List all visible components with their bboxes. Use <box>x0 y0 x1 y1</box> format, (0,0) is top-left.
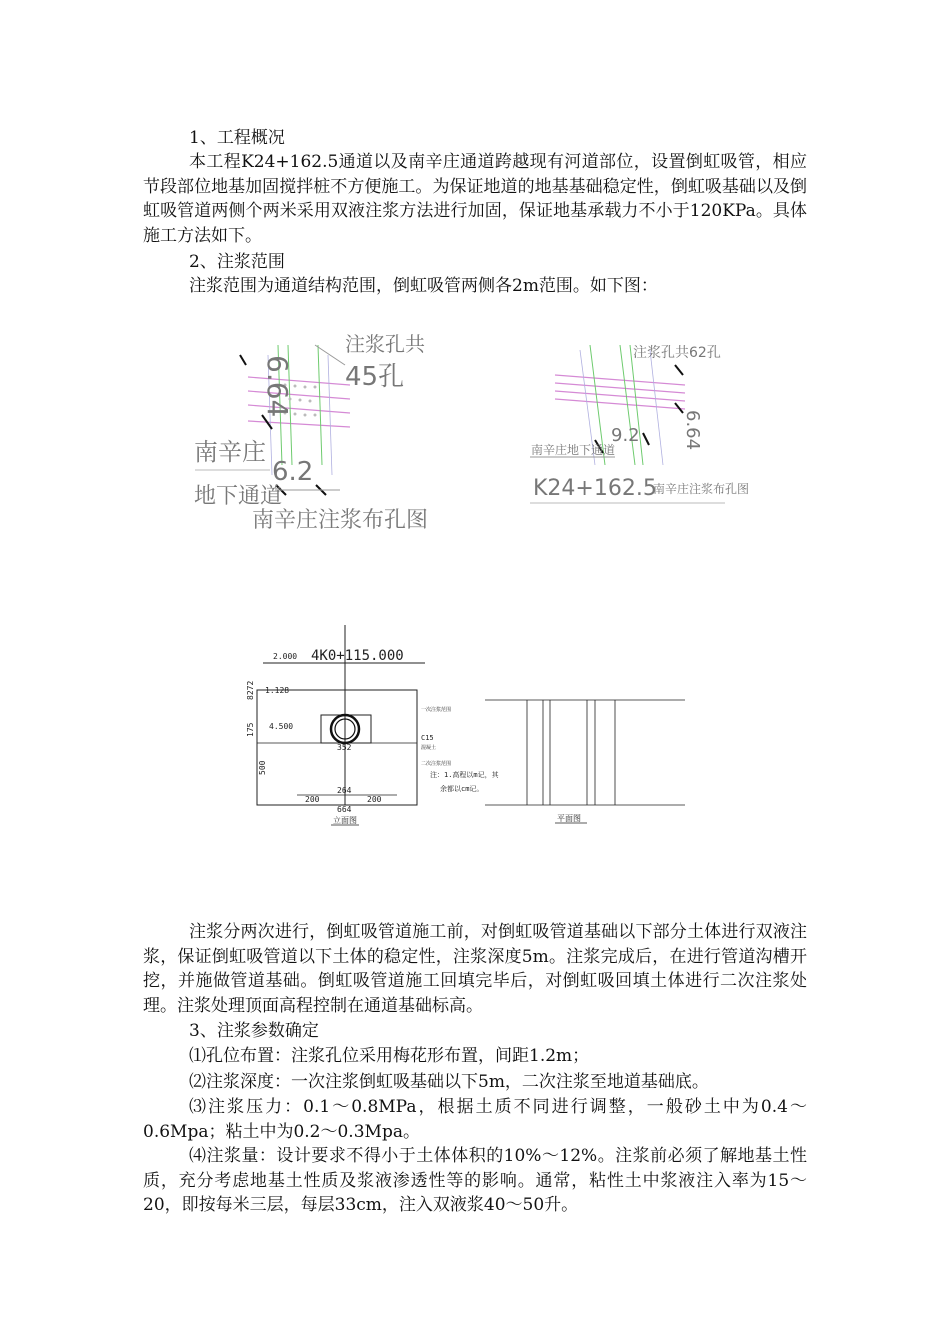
section-elev-mid: 1.128 <box>265 686 290 695</box>
section-dim-total: 664 <box>337 805 352 814</box>
section-label-right-3: 二次注浆范围 <box>421 761 452 767</box>
section-label-right-2: 混凝土 <box>421 745 437 751</box>
right-label-holes: 注浆孔共62孔 <box>633 345 721 361</box>
section3-item-2: ⑵注浆深度：一次注浆倒虹吸基础以下5m，二次注浆至地道基础底。 <box>189 1072 709 1092</box>
section-dim-bottom-b: 264 <box>337 786 352 795</box>
section-note-1: 注：1.高程以m记，其 <box>430 771 499 779</box>
section3-item-4: ⑷注浆量：设计要求不得小于土体体积的10%～12%。注浆前必须了解地基土性质，充分考虑地基土性质及浆液渗透性等的影响。通常，粘性土中浆液注入率为15～20，即按每米三层，每层33cm，注入双液浆40～50升。 <box>143 1146 807 1215</box>
section-title: 4K0+115.000 <box>311 648 404 664</box>
section-caption-elevation: 立面图 <box>333 816 357 825</box>
section-caption-plan: 平面图 <box>557 814 581 823</box>
right-caption-a: K24+162.5 <box>533 476 657 501</box>
left-label-holes-1: 注浆孔共 <box>345 332 425 356</box>
figure-left-hole-layout <box>190 325 429 540</box>
right-dim-mid: 9.2 <box>611 425 640 446</box>
section-label-concrete: C15 <box>421 734 434 742</box>
section-elev-left: 4.500 <box>269 722 294 731</box>
section2-heading: 2、注浆范围 <box>189 252 285 272</box>
right-caption-b: 南辛庄注浆布孔图 <box>653 482 750 496</box>
left-label-holes-2: 45孔 <box>345 362 405 392</box>
right-dim-side: 6.64 <box>682 410 703 451</box>
section-note-2: 余都以cm记。 <box>440 785 484 793</box>
figure-right-hole-layout <box>525 335 750 510</box>
figure-section-drawing <box>245 625 685 830</box>
left-dim-side: 6.64 <box>261 355 294 418</box>
section3-item-1: ⑴孔位布置：注浆孔位采用梅花形布置，间距1.2m； <box>189 1046 590 1066</box>
section3-item-3: ⑶注浆压力：0.1～0.8MPa，根据土质不同进行调整，一般砂土中为0.4～0.6Mpa；粘土中为0.2～0.3Mpa。 <box>143 1097 807 1142</box>
section-dim-side-b: 175 <box>246 722 255 737</box>
section-label-right-1: 一次注浆范围 <box>421 707 452 713</box>
section-dim-side-a: 8272 <box>246 680 255 700</box>
left-dim-bottom: 6.2 <box>272 457 314 487</box>
left-caption: 南辛庄注浆布孔图 <box>252 508 429 533</box>
section3-heading: 3、注浆参数确定 <box>189 1021 319 1041</box>
right-label-place: 南辛庄地下通道 <box>531 443 616 457</box>
left-label-place-2: 地下通道 <box>194 484 283 509</box>
section1-heading: 1、工程概况 <box>189 128 285 148</box>
section2-body: 注浆分两次进行，倒虹吸管道施工前，对倒虹吸管道基础以下部分土体进行双液注浆，保证倒虹吸管道以下土体的稳定性，注浆深度5m。注浆完成后，在进行管道沟槽开挖，并施做管道基础。倒虹吸管道施工回填完毕后，对倒虹吸回填土体进行二次注浆处理。注浆处理顶面高程控制在通道基础标高。 <box>143 922 807 1016</box>
left-label-place-1: 南辛庄 <box>194 438 266 466</box>
section-dim-bottom-c: 200 <box>367 795 382 804</box>
section1-body: 本工程K24+162.5通道以及南辛庄通道跨越现有河道部位，设置倒虹吸管，相应节段部位地基加固搅拌桩不方便施工。为保证地道的地基基础稳定性，倒虹吸基础以及倒虹吸管道两侧个两米采用双液注浆方法进行加固，保证地基承载力不小于120KPa。具体施工方法如下。 <box>143 152 807 246</box>
section2-intro: 注浆范围为通道结构范围，倒虹吸管两侧各2m范围。如下图： <box>189 276 658 296</box>
section-dim-bottom-a: 200 <box>305 795 320 804</box>
section-elev-top: 2.000 <box>273 652 298 661</box>
section-dim-inner: 352 <box>337 743 352 752</box>
section-dim-side-c: 500 <box>258 760 267 775</box>
